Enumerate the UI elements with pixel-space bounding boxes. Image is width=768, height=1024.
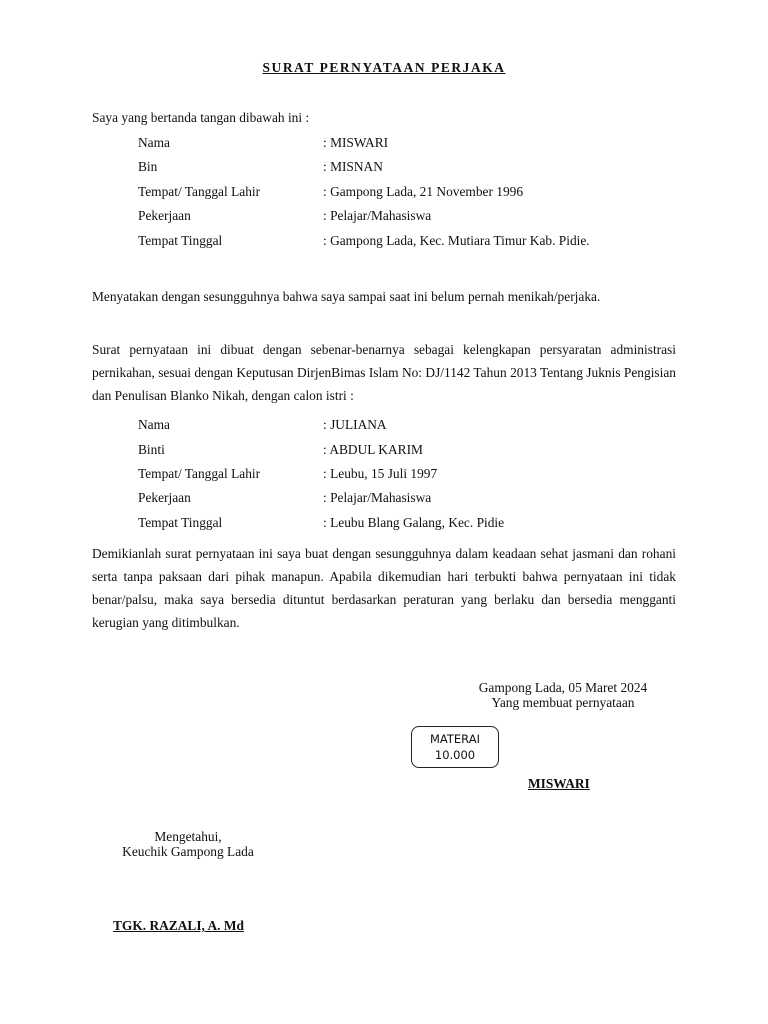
stamp-label: MATERAI (430, 732, 480, 746)
field-row (138, 515, 698, 535)
witness-line2: Keuchik Gampong Lada (122, 844, 254, 859)
field-value: : ABDUL KARIM (323, 442, 423, 457)
field-value: : Pelajar/Mahasiswa (323, 208, 432, 223)
document-title: SURAT PERNYATAAN PERJAKA (262, 60, 506, 75)
field-label: Tempat Tinggal (138, 233, 223, 248)
field-row (138, 135, 698, 155)
witness-line1: Mengetahui, (154, 829, 222, 844)
statement-paragraph: Menyatakan dengan sesungguhnya bahwa saya sampai saat ini belum pernah menikah/perjaka. (92, 289, 601, 304)
field-value: : MISWARI (323, 135, 389, 150)
purpose-paragraph: Surat pernyataan ini dibuat dengan sebenar-benarnya sebagai kelengkapan persyaratan administrasi pernikahan, sesuai dengan Keputusan DirjenBimas Islam No: DJ/1142 Tahun 2013 Tentang Juknis Pengisian dan Penulisan Blanko Nikah, dengan calon istri : (92, 342, 676, 403)
field-label: Nama (138, 135, 170, 150)
field-label: Nama (138, 417, 170, 432)
field-row (138, 184, 698, 204)
field-label: Bin (138, 159, 158, 174)
field-value: : Pelajar/Mahasiswa (323, 490, 432, 505)
intro-text: Saya yang bertanda tangan dibawah ini : (92, 110, 310, 125)
field-value: : Gampong Lada, 21 November 1996 (323, 184, 524, 199)
field-row (138, 159, 698, 179)
materai-stamp (411, 726, 499, 768)
field-label: Pekerjaan (138, 490, 191, 505)
signer-role: Yang membuat pernyataan (491, 695, 635, 710)
field-label: Tempat/ Tanggal Lahir (138, 466, 261, 481)
field-row (138, 233, 698, 253)
field-label: Pekerjaan (138, 208, 191, 223)
witness-block (100, 829, 276, 859)
closing-paragraph: Demikianlah surat pernyataan ini saya buat dengan sesungguhnya dalam keadaan sehat jasmani dan rohani serta tanpa paksaan dari pihak manapun. Apabila dikemudian hari terbukti bahwa pernyataan ini tidak benar/palsu, maka saya bersedia dituntut berdasarkan peraturan yang berlaku dan bersedia mengganti kerugian yang ditimbulkan. (92, 546, 676, 630)
stamp-value: 10.000 (434, 748, 476, 762)
field-row (138, 417, 698, 437)
field-value: : Leubu, 15 Juli 1997 (323, 466, 438, 481)
field-value: : Leubu Blang Galang, Kec. Pidie (323, 515, 505, 530)
signature-place-date (440, 680, 686, 710)
witness-signature-name: TGK. RAZALI, A. Md (113, 918, 244, 933)
field-value: : MISNAN (323, 159, 383, 174)
field-label: Tempat/ Tanggal Lahir (138, 184, 261, 199)
declarant-signature-name: MISWARI (528, 776, 590, 791)
field-label: Binti (138, 442, 165, 457)
place-date: Gampong Lada, 05 Maret 2024 (478, 680, 648, 695)
field-row (138, 208, 698, 228)
field-row (138, 490, 698, 510)
field-row (138, 466, 698, 486)
field-value: : Gampong Lada, Kec. Mutiara Timur Kab. Pidie. (323, 233, 590, 248)
field-value: : JULIANA (323, 417, 387, 432)
field-row (138, 442, 698, 462)
field-label: Tempat Tinggal (138, 515, 223, 530)
